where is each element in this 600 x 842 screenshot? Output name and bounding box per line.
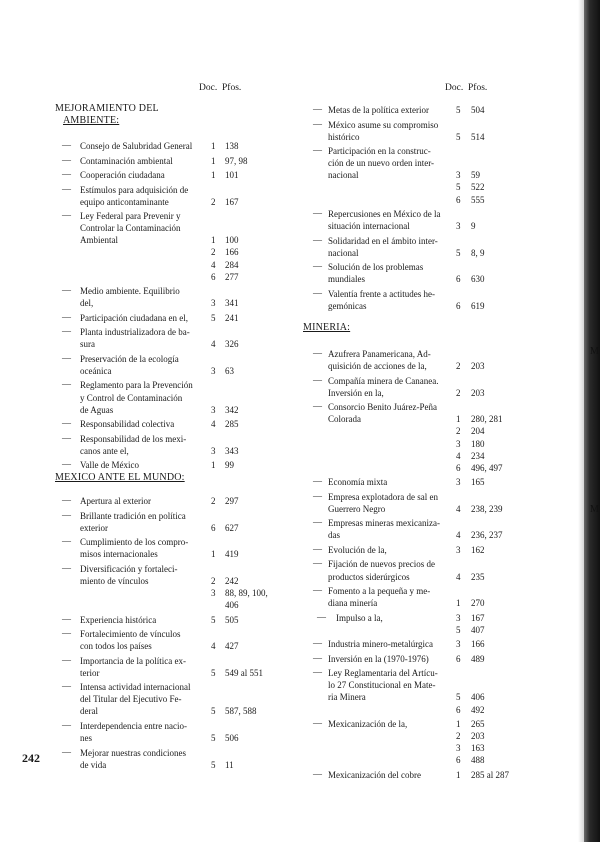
entry-text: Solución de los problemas (328, 262, 424, 273)
paragraph-ref: 63 (225, 365, 234, 376)
page-number: 242 (22, 751, 40, 765)
doc-number: 3 (456, 544, 461, 555)
column-header-pfos: Pfos. (468, 83, 488, 93)
paragraph-ref: 100 (225, 235, 239, 246)
entry-text: Intensa actividad internacional (80, 682, 191, 693)
entry-text: terior (80, 667, 100, 678)
paragraph-ref: 627 (225, 522, 239, 533)
entry-text: Economía mixta (328, 477, 388, 488)
paragraph-ref: 99 (225, 460, 234, 471)
doc-number: 3 (211, 404, 216, 415)
paragraph-ref: 165 (471, 477, 485, 488)
doc-number: 3 (211, 365, 216, 376)
doc-number: 5 (211, 706, 216, 717)
paragraph-ref: 138 (225, 141, 239, 151)
entry-dash: — (313, 118, 322, 129)
entry-dash: — (313, 638, 322, 649)
paragraph-ref: 234 (471, 450, 485, 461)
entry-text: nacional (328, 170, 359, 181)
entry-dash: — (62, 459, 71, 470)
paragraph-ref: 285 al 287 (471, 769, 509, 780)
paragraph-ref: 514 (471, 131, 485, 142)
entry-text: miento de vínculos (80, 575, 149, 586)
entry-dash: — (313, 145, 322, 156)
entry-text: productos siderúrgicos (328, 571, 410, 582)
entry-dash: — (313, 768, 322, 779)
paragraph-ref: 238, 239 (471, 503, 503, 514)
doc-number: 6 (211, 522, 216, 533)
doc-number: 3 (456, 170, 461, 181)
entry-text: Metas de la política exterior (328, 105, 429, 115)
doc-number: 4 (211, 339, 216, 350)
paragraph-ref: 180 (471, 438, 485, 449)
paragraph-ref: 167 (471, 612, 485, 623)
entry-text: Consejo de Salubridad General (80, 141, 193, 151)
doc-number: 1 (211, 141, 216, 151)
doc-number: 1 (211, 549, 216, 560)
doc-number: 1 (456, 598, 461, 609)
doc-number: 6 (456, 194, 461, 205)
paragraph-ref: 11 (225, 759, 234, 770)
paragraph-ref: 162 (471, 544, 485, 555)
doc-number: 3 (456, 477, 461, 488)
paragraph-ref: 166 (471, 639, 485, 650)
entry-dash: — (313, 585, 322, 595)
entry-text: nes (80, 733, 92, 743)
doc-number: 1 (211, 460, 216, 471)
entry-text: Importancia de la política ex- (80, 655, 186, 666)
entry-text: Valentía frente a actitudes he- (328, 288, 435, 299)
paragraph-ref: 506 (225, 733, 239, 743)
entry-text: oceánica (80, 365, 112, 376)
doc-number: 3 (211, 587, 216, 598)
section-title: AMBIENTE: (63, 115, 120, 126)
paragraph-ref: 419 (225, 549, 239, 560)
entry-text: gemónicas (328, 300, 367, 311)
entry-text: Impulso a la, (336, 612, 383, 623)
entry-text: Repercusiones en México de la (328, 209, 441, 219)
entry-text: Mexicanización de la, (328, 719, 408, 729)
entry-dash: — (62, 210, 71, 221)
entry-dash: — (62, 140, 71, 150)
entry-text: y Control de Contaminación (80, 392, 183, 403)
entry-text: Fijación de nuevos precios de (328, 559, 435, 570)
entry-dash: — (62, 311, 71, 322)
paragraph-ref: 59 (471, 170, 480, 181)
entry-text: ria Minera (328, 692, 366, 703)
paragraph-ref: 167 (225, 196, 239, 207)
entry-text: canos ante el, (80, 445, 129, 456)
doc-number: 6 (456, 462, 461, 473)
entry-text: exterior (80, 522, 108, 533)
paragraph-ref: 489 (471, 653, 485, 664)
entry-dash: — (62, 681, 71, 692)
paragraph-ref: 88, 89, 100, (225, 587, 268, 598)
entry-text: mundiales (328, 274, 365, 285)
paragraph-ref: 236, 237 (471, 530, 503, 541)
entry-dash: — (313, 718, 322, 728)
paragraph-ref: 549 al 551 (225, 667, 263, 678)
entry-dash: — (62, 495, 71, 505)
entry-text: Empresa explotadora de sal en (328, 491, 438, 502)
entry-text: Empresas mineras mexicaniza- (328, 518, 440, 529)
doc-number: 4 (456, 571, 461, 582)
doc-number: 5 (211, 759, 216, 770)
column-header-doc: Doc. (199, 83, 218, 93)
entry-text: Brillante tradición en política (80, 510, 186, 521)
paragraph-ref: 203 (471, 361, 485, 372)
entry-text: Fortalecimiento de vínculos (80, 629, 181, 639)
doc-number: 3 (456, 639, 461, 650)
entry-text: Responsabilidad de los mexi- (80, 433, 187, 444)
doc-number: 5 (456, 105, 461, 115)
entry-text: Mexicanización del cobre (328, 769, 421, 780)
paragraph-ref: 235 (471, 571, 485, 582)
doc-number: 5 (456, 182, 461, 193)
paragraph-ref: 285 (225, 419, 239, 430)
paragraph-ref: 270 (471, 598, 485, 609)
entry-dash: — (62, 746, 71, 757)
entry-text: Preservación de la ecología (80, 353, 179, 364)
entry-text: Controlar la Contaminación (80, 223, 181, 234)
doc-number: 3 (456, 743, 461, 754)
entry-dash: — (62, 169, 71, 179)
entry-dash: — (313, 652, 322, 663)
entry-dash: — (313, 490, 322, 501)
doc-number: 5 (211, 312, 216, 323)
entry-text: Estímulos para adquisición de (80, 184, 189, 195)
entry-dash: — (62, 285, 71, 296)
doc-number: 1 (456, 414, 461, 425)
entry-text: ción de un nuevo orden inter- (328, 158, 435, 169)
entry-text: Azufrera Panamericana, Ad- (328, 349, 431, 359)
entry-text: nacional (328, 247, 359, 258)
entry-text: Solidaridad en el ámbito inter- (328, 235, 438, 246)
doc-number: 2 (456, 387, 461, 398)
doc-number: 2 (211, 196, 216, 207)
paragraph-ref: 406 (471, 692, 485, 703)
entry-text: Ley Reglamentaria del Artícu- (328, 668, 438, 679)
entry-dash: — (313, 517, 322, 528)
entry-dash: — (62, 418, 71, 429)
doc-number: 2 (211, 496, 216, 506)
entry-text: sura (80, 339, 95, 350)
paragraph-ref: 284 (225, 259, 239, 270)
paragraph-ref: 97, 98 (225, 155, 248, 166)
paragraph-ref: 343 (225, 445, 239, 456)
paragraph-ref: 280, 281 (471, 414, 503, 425)
doc-number: 4 (456, 450, 461, 461)
entry-dash: — (313, 104, 322, 114)
doc-number: 4 (456, 503, 461, 514)
entry-dash: — (62, 654, 71, 665)
doc-number: 1 (211, 235, 216, 246)
entry-text: Ambiental (80, 235, 118, 246)
doc-number: 2 (211, 247, 216, 258)
entry-text: Participación en la construc- (328, 146, 431, 157)
paragraph-ref: 492 (471, 704, 485, 715)
doc-number: 6 (456, 755, 461, 766)
entry-dash: — (62, 183, 71, 194)
entry-dash: — (313, 374, 322, 385)
entry-dash: — (62, 432, 71, 443)
column-header-pfos: Pfos. (222, 83, 242, 93)
doc-number: 2 (211, 575, 216, 586)
entry-dash: — (62, 352, 71, 363)
doc-number: 3 (211, 445, 216, 456)
entry-dash: — (62, 379, 71, 390)
paragraph-ref: 163 (471, 743, 485, 754)
entry-dash: — (313, 348, 322, 358)
doc-number: 5 (456, 692, 461, 703)
entry-text: diana minería (328, 598, 378, 609)
entry-text: Interdependencia entre nacio- (80, 720, 187, 731)
entry-text: Planta industrializadora de ba- (80, 327, 190, 338)
entry-text: quisición de acciones de la, (328, 361, 427, 372)
doc-number: 5 (456, 247, 461, 258)
paragraph-ref: 427 (225, 641, 239, 652)
entry-dash: — (313, 543, 322, 554)
entry-text: Reglamento para la Prevención (80, 380, 193, 391)
paragraph-ref: 277 (225, 271, 239, 282)
doc-number: 6 (211, 271, 216, 282)
entry-text: de vida (80, 759, 107, 770)
entry-dash: — (62, 562, 71, 573)
doc-number: 5 (456, 131, 461, 142)
paragraph-ref: 204 (471, 426, 485, 437)
entry-text: Compañía minera de Cananea. (328, 375, 439, 386)
entry-dash: — (313, 261, 322, 272)
entry-dash: — (313, 287, 322, 298)
entry-text: México asume su compromiso (328, 119, 439, 130)
entry-text: Guerrero Negro (328, 503, 386, 514)
paragraph-ref: 203 (471, 387, 485, 398)
doc-number: 2 (456, 361, 461, 372)
paragraph-ref: 555 (471, 194, 485, 205)
entry-text: con todos los países (80, 641, 152, 652)
doc-number: 4 (211, 259, 216, 270)
entry-text: Participación ciudadana en el, (80, 312, 188, 323)
entry-dash: — (313, 476, 322, 487)
entry-text: misos internacionales (80, 549, 158, 560)
doc-number: 5 (211, 614, 216, 625)
paragraph-ref: 341 (225, 298, 239, 309)
paragraph-ref: 504 (471, 105, 485, 115)
entry-text: del Titular del Ejecutivo Fe- (80, 694, 182, 705)
entry-text: Medio ambiente. Equilibrio (80, 286, 180, 297)
section-title: MEJORAMIENTO DEL (55, 103, 159, 114)
entry-text: Diversificación y fortaleci- (80, 563, 178, 574)
entry-text: de Aguas (80, 404, 114, 415)
paragraph-ref: 203 (471, 731, 485, 742)
doc-number: 4 (456, 530, 461, 541)
entry-text: del, (80, 298, 94, 309)
paragraph-ref: 619 (471, 300, 485, 311)
paragraph-ref: 406 (225, 600, 239, 610)
entry-dash: — (313, 667, 322, 678)
section-title: MINERIA: (303, 322, 351, 333)
entry-text: Industria minero-metalúrgica (328, 639, 434, 650)
doc-number: 1 (456, 719, 461, 729)
entry-text: Consorcio Benito Juárez-Peña (328, 402, 437, 413)
entry-text: Contaminación ambiental (80, 155, 173, 166)
entry-dash: — (313, 558, 322, 569)
doc-number: 6 (456, 300, 461, 311)
entry-text: deral (80, 706, 98, 717)
doc-number: 3 (456, 612, 461, 623)
doc-number: 1 (211, 170, 216, 180)
entry-text: Inversión en la (1970-1976) (328, 653, 429, 664)
paragraph-ref: 522 (471, 182, 485, 193)
entry-text: Ley Federal para Prevenir y (80, 211, 181, 222)
entry-dash: — (313, 401, 322, 412)
column-header-doc: Doc. (445, 83, 464, 93)
entry-dash: — (62, 719, 71, 730)
paragraph-ref: 265 (471, 719, 485, 729)
section-title: MEXICO ANTE EL MUNDO: (55, 472, 185, 483)
doc-number: 1 (211, 155, 216, 166)
paragraph-ref: 166 (225, 247, 239, 258)
entry-text: Cooperación ciudadana (80, 170, 165, 180)
paragraph-ref: 505 (225, 614, 239, 625)
edge-letter: M (590, 346, 599, 357)
entry-text: Evolución de la, (328, 544, 387, 555)
doc-number: 3 (456, 438, 461, 449)
entry-text: equipo anticontaminante (80, 196, 169, 207)
paragraph-ref: 496, 497 (471, 462, 503, 473)
doc-number: 3 (456, 221, 461, 232)
paragraph-ref: 297 (225, 496, 239, 506)
entry-text: Experiencia histórica (80, 614, 157, 625)
paragraph-ref: 8, 9 (471, 247, 485, 258)
entry-dash: — (62, 326, 71, 337)
doc-number: 6 (456, 274, 461, 285)
doc-number: 4 (211, 419, 216, 430)
entry-text: Colorada (328, 414, 361, 425)
paragraph-ref: 342 (225, 404, 239, 415)
doc-number: 2 (456, 426, 461, 437)
entry-text: Inversión en la, (328, 387, 384, 398)
entry-dash: — (313, 234, 322, 245)
paragraph-ref: 488 (471, 755, 485, 766)
doc-number: 6 (456, 653, 461, 664)
edge-letter: M (590, 504, 599, 515)
entry-dash: — (62, 613, 71, 624)
entry-text: das (328, 530, 340, 541)
paragraph-ref: 101 (225, 170, 239, 180)
paragraph-ref: 630 (471, 274, 485, 285)
doc-number: 5 (211, 733, 216, 743)
doc-number: 3 (211, 298, 216, 309)
entry-dash: — (62, 509, 71, 520)
doc-number: 2 (456, 731, 461, 742)
paragraph-ref: 326 (225, 339, 239, 350)
scan-dark-edge (584, 0, 600, 842)
paragraph-ref: 242 (225, 575, 239, 586)
doc-number: 4 (211, 641, 216, 652)
entry-dash: — (317, 611, 326, 622)
entry-text: Responsabilidad colectiva (80, 419, 175, 430)
entry-text: Mejorar nuestras condiciones (80, 747, 186, 758)
entry-dash: — (313, 208, 322, 218)
entry-text: Cumplimiento de los compro- (80, 537, 189, 548)
entry-text: situación internacional (328, 221, 410, 232)
entry-dash: — (62, 154, 71, 165)
entry-dash: — (62, 536, 71, 547)
doc-number: 1 (456, 769, 461, 780)
entry-text: histórico (328, 131, 360, 142)
doc-number: 5 (211, 667, 216, 678)
entry-text: lo 27 Constitucional en Mate- (328, 680, 436, 691)
entry-dash: — (62, 628, 71, 638)
entry-text: Fomento a la pequeña y me- (328, 586, 431, 596)
paragraph-ref: 9 (471, 221, 476, 232)
paragraph-ref: 407 (471, 624, 485, 635)
entry-text: Apertura al exterior (80, 496, 151, 506)
paragraph-ref: 241 (225, 312, 239, 323)
doc-number: 5 (456, 624, 461, 635)
entry-text: Valle de México (80, 460, 139, 471)
paragraph-ref: 587, 588 (225, 706, 257, 717)
doc-number: 6 (456, 704, 461, 715)
